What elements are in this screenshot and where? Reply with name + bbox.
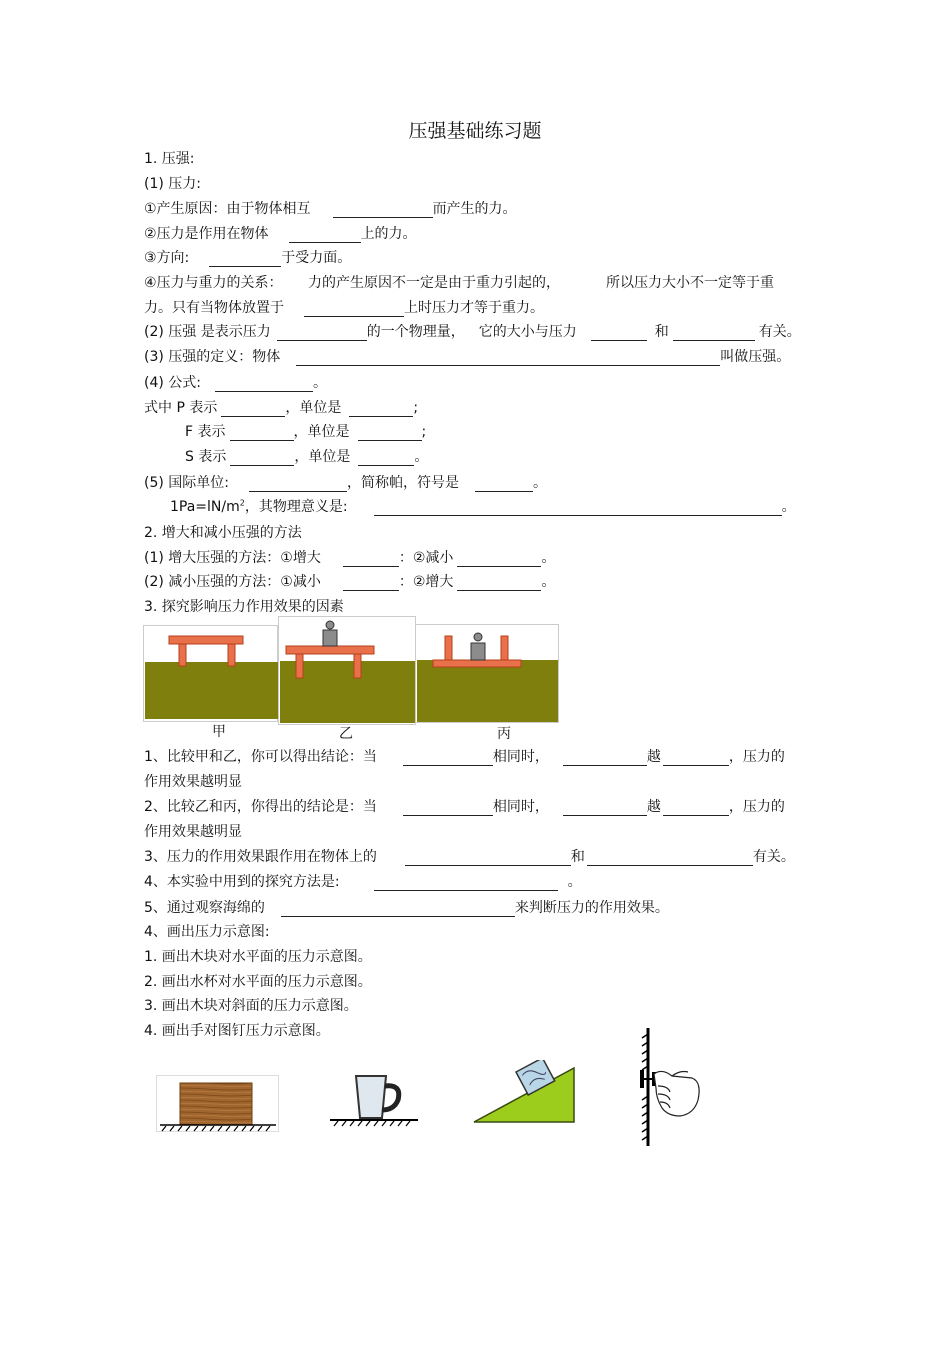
text: 。 — [781, 499, 796, 515]
line-decrease-pressure — [144, 573, 555, 591]
line-definition — [144, 348, 790, 366]
drawing-task-2: 2. 画出水杯对水平面的压力示意图。 — [144, 974, 372, 990]
text: 来判断压力的作用效果。 — [514, 900, 669, 916]
blank-field[interactable] — [349, 401, 413, 417]
text: S 表示 — [185, 449, 227, 465]
text: ②压力是作用在物体 — [144, 226, 269, 242]
question-2 — [144, 798, 785, 816]
blank-field[interactable] — [209, 251, 281, 267]
blank-field[interactable] — [277, 325, 367, 341]
blank-field[interactable] — [663, 800, 729, 816]
line-formula — [144, 374, 327, 392]
blank-field[interactable] — [563, 800, 647, 816]
experiment-figure-jia — [143, 622, 280, 722]
line-s-symbol — [185, 448, 428, 466]
superscript: 2 — [239, 498, 245, 508]
text: 相同时， — [492, 749, 549, 765]
line-increase-pressure — [144, 549, 555, 567]
text: 。 — [533, 475, 547, 491]
drawing-task-1: 1. 画出木块对水平面的压力示意图。 — [144, 949, 372, 965]
section-1-heading: 1. 压强: — [144, 151, 195, 167]
blank-field[interactable] — [304, 301, 404, 317]
text: ，单位是 — [294, 449, 351, 465]
line-relation — [144, 274, 283, 292]
blank-field[interactable] — [230, 425, 294, 441]
text: 力。只有当物体放置于 — [144, 300, 284, 316]
text: ，单位是 — [285, 400, 342, 416]
question-2-cont: 作用效果越明显 — [144, 824, 242, 840]
text: 。 — [313, 375, 327, 391]
text: 5、通过观察海绵的 — [144, 900, 265, 916]
drawing-task-4: 4. 画出手对图钉压力示意图。 — [144, 1023, 330, 1039]
line-relation-c: 所以压力大小不一定等于重 — [606, 275, 774, 291]
text: 越 — [646, 799, 661, 815]
blank-field[interactable] — [405, 850, 571, 866]
blank-field[interactable] — [587, 850, 753, 866]
cup-figure — [328, 1072, 420, 1130]
line-pressure-meaning — [144, 323, 801, 341]
blank-field[interactable] — [343, 575, 399, 591]
line-f-symbol — [185, 423, 426, 441]
caption-bing: 丙 — [497, 726, 511, 742]
text: 2、比较乙和丙，你得出的结论是：当 — [144, 799, 377, 815]
blank-field[interactable] — [673, 325, 755, 341]
blank-field[interactable] — [403, 800, 493, 816]
line-cause — [144, 200, 517, 218]
blank-field[interactable] — [475, 476, 533, 492]
question-1-cont: 作用效果越明显 — [144, 774, 242, 790]
line-si-unit — [144, 474, 547, 492]
blank-field[interactable] — [221, 401, 285, 417]
section-4-heading: 4、画出压力示意图: — [144, 924, 270, 940]
text: (2) 压强 是表示压力 — [144, 324, 271, 340]
blank-field[interactable] — [663, 750, 729, 766]
text: 。 — [414, 449, 429, 465]
text: 1Pa=lN/m — [170, 499, 240, 515]
line-p-symbol — [144, 399, 418, 417]
blank-field[interactable] — [296, 350, 720, 366]
question-5 — [144, 899, 669, 917]
text: 有关。 — [758, 324, 801, 340]
blank-field[interactable] — [215, 376, 313, 392]
text: 和 — [654, 324, 669, 340]
text: 越 — [646, 749, 661, 765]
text: 。 — [541, 550, 556, 566]
text: (3) 压强的定义：物体 — [144, 349, 281, 365]
text: 3、压力的作用效果跟作用在物体上的 — [144, 849, 377, 865]
section-2-heading: 2. 增大和减小压强的方法 — [144, 525, 302, 541]
text: 相同时， — [492, 799, 549, 815]
line-relation-b: 力的产生原因不一定是由于重力引起的， — [308, 275, 560, 291]
blank-field[interactable] — [289, 227, 361, 243]
blank-field[interactable] — [333, 202, 433, 218]
text: (2) 减小压强的方法：①减小 — [144, 574, 321, 590]
line-direction — [144, 249, 351, 267]
page-title: 压强基础练习题 — [408, 120, 542, 142]
cup-icon — [356, 1076, 399, 1118]
blank-field[interactable] — [457, 575, 541, 591]
text: ：②增大 — [398, 574, 454, 590]
wall-and-hand-figure — [628, 1026, 706, 1148]
blank-field[interactable] — [403, 750, 493, 766]
text: ③方向: — [144, 250, 190, 266]
sponge — [417, 660, 558, 722]
text: ，其物理意义是: — [244, 499, 348, 515]
text: (1) 增大压强的方法：①增大 — [144, 550, 321, 566]
text: 式中 P 表示 — [144, 400, 218, 416]
text: ; — [413, 400, 419, 416]
text: ，简称帕，符号是 — [347, 475, 459, 491]
blank-field[interactable] — [249, 476, 347, 492]
blank-field[interactable] — [358, 425, 422, 441]
text: F 表示 — [185, 424, 226, 440]
text: ④压力与重力的关系： — [144, 275, 283, 291]
wood-block-icon — [180, 1083, 252, 1125]
text: ; — [421, 424, 427, 440]
incline-figure — [472, 1060, 578, 1124]
section-3-heading: 3. 探究影响压力作用效果的因素 — [144, 599, 344, 615]
blank-field[interactable] — [563, 750, 647, 766]
hand-icon — [654, 1071, 699, 1116]
text: 它的大小与压力 — [478, 324, 577, 340]
drawing-task-3: 3. 画出木块对斜面的压力示意图。 — [144, 998, 358, 1014]
text: 。 — [541, 574, 556, 590]
experiment-figure-yi — [278, 616, 417, 726]
subsection-pressure-force: (1) 压力: — [144, 176, 201, 192]
caption-jia: 甲 — [212, 724, 226, 740]
text: (4) 公式: — [144, 375, 201, 391]
text: ，单位是 — [293, 424, 350, 440]
text: ，压力的 — [728, 799, 785, 815]
blank-field[interactable] — [343, 551, 399, 567]
blank-field[interactable] — [358, 450, 414, 466]
sponge — [145, 662, 278, 719]
question-4 — [144, 873, 582, 891]
question-3 — [144, 848, 795, 866]
caption-yi: 乙 — [339, 726, 353, 742]
text: 而产生的力。 — [432, 201, 517, 217]
blank-field[interactable] — [230, 450, 294, 466]
text: 和 — [570, 849, 585, 865]
wood-block-figure — [156, 1075, 280, 1133]
line-pa-meaning — [170, 498, 796, 516]
text: 的一个物理量， — [366, 324, 465, 340]
blank-field[interactable] — [374, 875, 558, 891]
text: ，压力的 — [728, 749, 785, 765]
text: 。 — [567, 874, 582, 890]
line-acts-on — [144, 225, 417, 243]
text: 于受力面。 — [281, 250, 352, 266]
text: 上时压力才等于重力。 — [404, 300, 544, 316]
text: 叫做压强。 — [720, 349, 791, 365]
blank-field[interactable] — [374, 500, 782, 516]
blank-field[interactable] — [281, 901, 515, 917]
text: (5) 国际单位: — [144, 475, 229, 491]
question-1 — [144, 748, 785, 766]
text: 4、本实验中用到的探究方法是: — [144, 874, 340, 890]
text: ①产生原因：由于物体相互 — [144, 201, 311, 217]
text: 1、比较甲和乙，你可以得出结论：当 — [144, 749, 377, 765]
text: ：②减小 — [398, 550, 454, 566]
line-relation-cont — [144, 299, 544, 317]
blank-field[interactable] — [591, 325, 647, 341]
blank-field[interactable] — [457, 551, 541, 567]
experiment-figure-bing — [415, 624, 561, 724]
text: 上的力。 — [360, 226, 417, 242]
text: 有关。 — [752, 849, 795, 865]
